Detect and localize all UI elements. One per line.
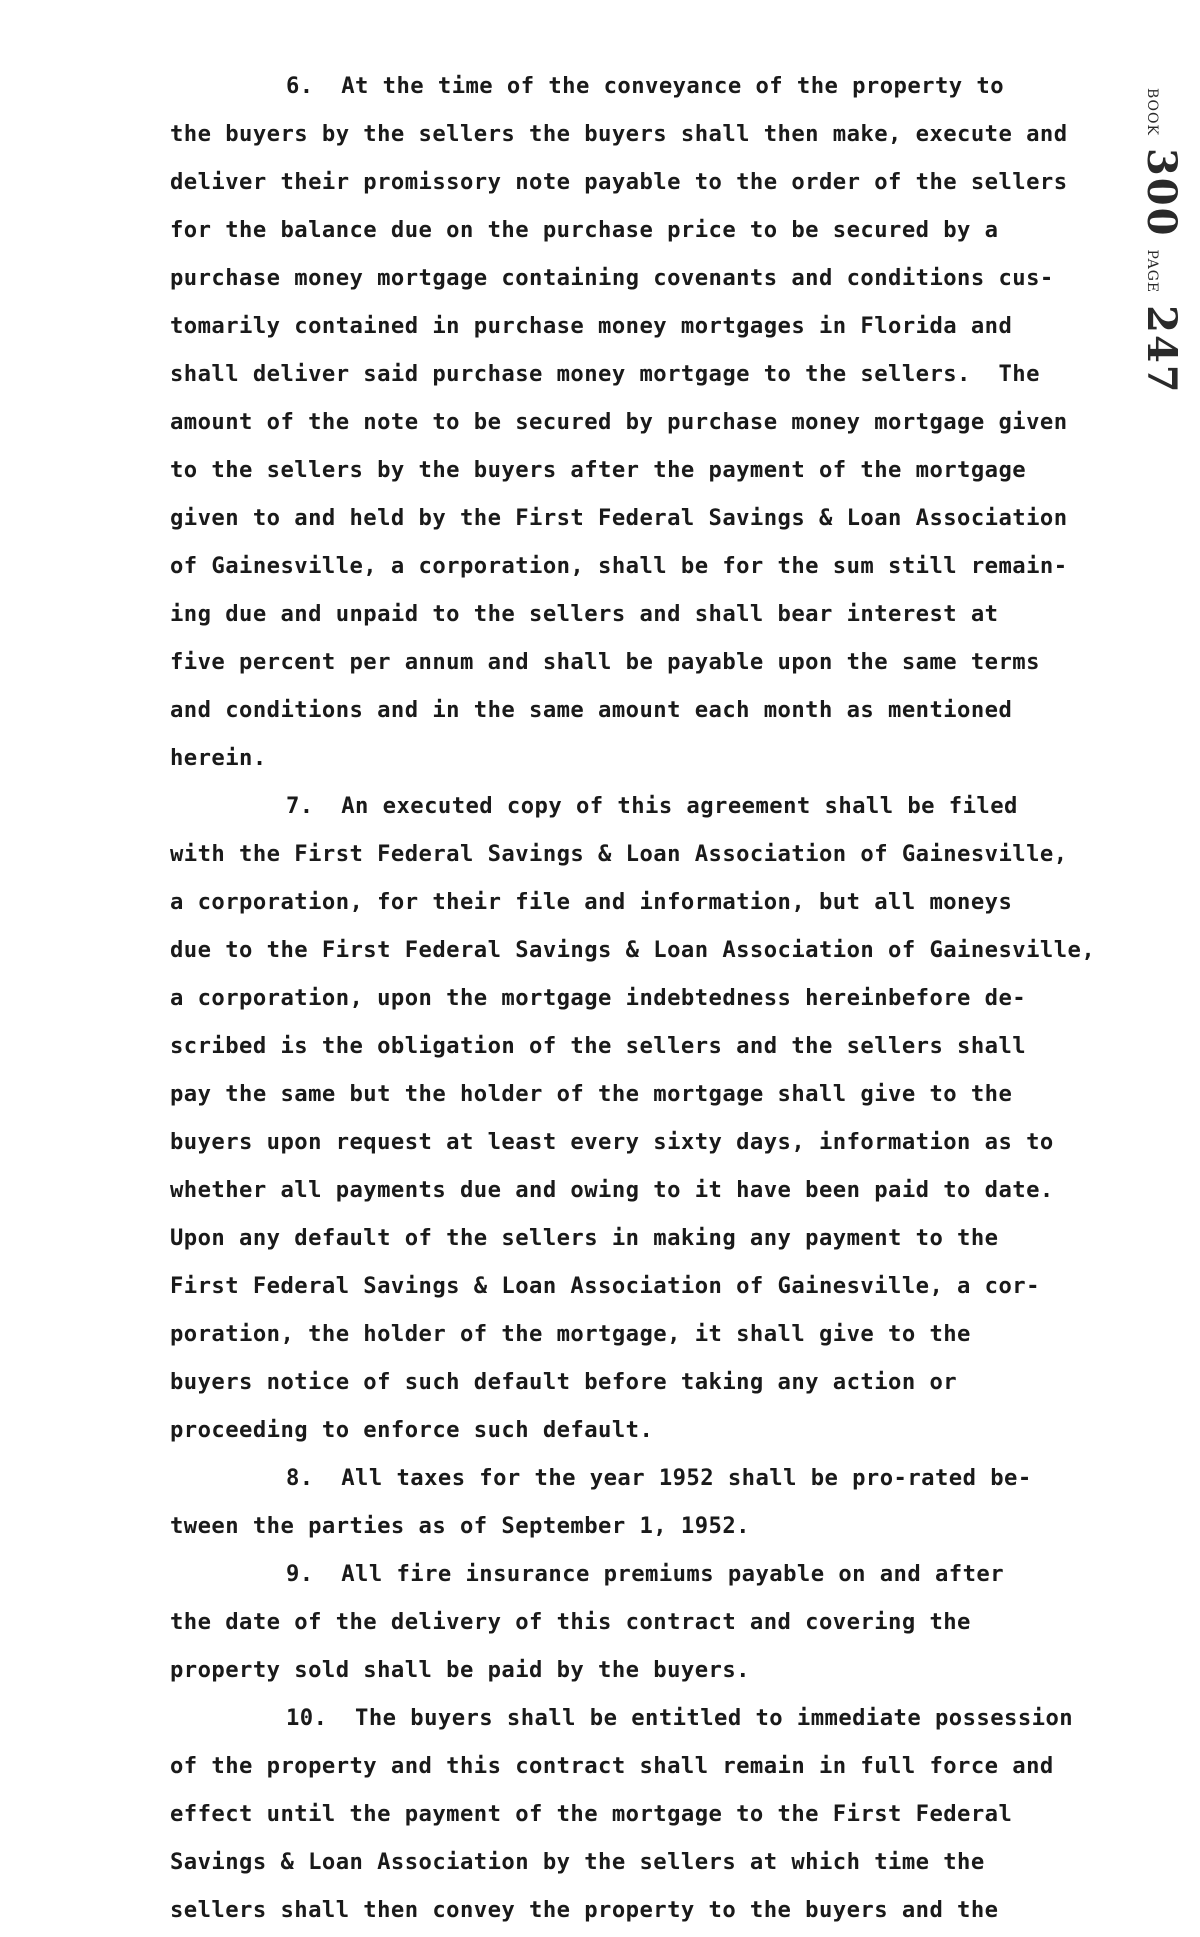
text-line: and conditions and in the same amount each month as mentioned: [170, 697, 1013, 723]
text-line: a corporation, for their file and information, but all moneys: [170, 889, 1013, 915]
text-line: tween the parties as of September 1, 1952.: [170, 1513, 750, 1539]
text-line: shall deliver said purchase money mortgage to the sellers. The: [170, 361, 1040, 387]
text-line: First Federal Savings & Loan Association of Gainesville, a cor-: [170, 1273, 1040, 1299]
text-line: Upon any default of the sellers in making any payment to the: [170, 1225, 999, 1251]
paragraph-9-line: 9. All fire insurance premiums payable on and after: [286, 1561, 1005, 1587]
text-line: pay the same but the holder of the mortgage shall give to the: [170, 1081, 1013, 1107]
text-line: herein.: [170, 745, 267, 771]
text-line: given to and held by the First Federal Savings & Loan Association: [170, 505, 1068, 531]
text-line: ing due and unpaid to the sellers and shall bear interest at: [170, 601, 999, 627]
stamp-page-number: 247: [1138, 305, 1185, 395]
text-line: the buyers by the sellers the buyers shall then make, execute and: [170, 121, 1068, 147]
text-line: poration, the holder of the mortgage, it shall give to the: [170, 1321, 971, 1347]
text-line: due to the First Federal Savings & Loan Association of Gainesville,: [170, 937, 1096, 963]
text-line: proceeding to enforce such default.: [170, 1417, 654, 1443]
text-line: deliver their promissory note payable to the order of the sellers: [170, 169, 1068, 195]
paragraph-8-line: 8. All taxes for the year 1952 shall be pro-rated be-: [286, 1465, 1032, 1491]
paragraph-10-line: 10. The buyers shall be entitled to immediate possession: [286, 1705, 1074, 1731]
text-line: the date of the delivery of this contract and covering the: [170, 1609, 971, 1635]
paragraph-7-line: 7. An executed copy of this agreement shall be filed: [286, 793, 1018, 819]
text-line: for the balance due on the purchase price to be secured by a: [170, 217, 999, 243]
text-line: purchase money mortgage containing covenants and conditions cus-: [170, 265, 1054, 291]
text-line: property sold shall be paid by the buyers.: [170, 1657, 750, 1683]
text-line: buyers upon request at least every sixty days, information as to: [170, 1129, 1054, 1155]
text-line: of Gainesville, a corporation, shall be for the sum still remain-: [170, 553, 1068, 579]
stamp-book-label: BOOK: [1144, 88, 1160, 136]
stamp-page-label: PAGE: [1144, 249, 1160, 294]
text-line: effect until the payment of the mortgage to the First Federal: [170, 1801, 1013, 1827]
text-line: tomarily contained in purchase money mortgages in Florida and: [170, 313, 1013, 339]
text-line: of the property and this contract shall remain in full force and: [170, 1753, 1054, 1779]
text-line: with the First Federal Savings & Loan Association of Gainesville,: [170, 841, 1068, 867]
text-line: to the sellers by the buyers after the payment of the mortgage: [170, 457, 1027, 483]
text-line: a corporation, upon the mortgage indebtedness hereinbefore de-: [170, 985, 1027, 1011]
text-line: sellers shall then convey the property to the buyers and the: [170, 1897, 999, 1923]
text-line: five percent per annum and shall be payable upon the same terms: [170, 649, 1040, 675]
text-line: amount of the note to be secured by purchase money mortgage given: [170, 409, 1068, 435]
text-line: buyers notice of such default before taking any action or: [170, 1369, 958, 1395]
text-line: whether all payments due and owing to it have been paid to date.: [170, 1177, 1054, 1203]
book-page-stamp: [1125, 88, 1195, 395]
paragraph-6-line: 6. At the time of the conveyance of the property to: [286, 73, 1005, 99]
stamp-book-number: 300: [1138, 147, 1185, 238]
text-line: scribed is the obligation of the sellers and the sellers shall: [170, 1033, 1027, 1059]
text-line: Savings & Loan Association by the sellers at which time the: [170, 1849, 985, 1875]
